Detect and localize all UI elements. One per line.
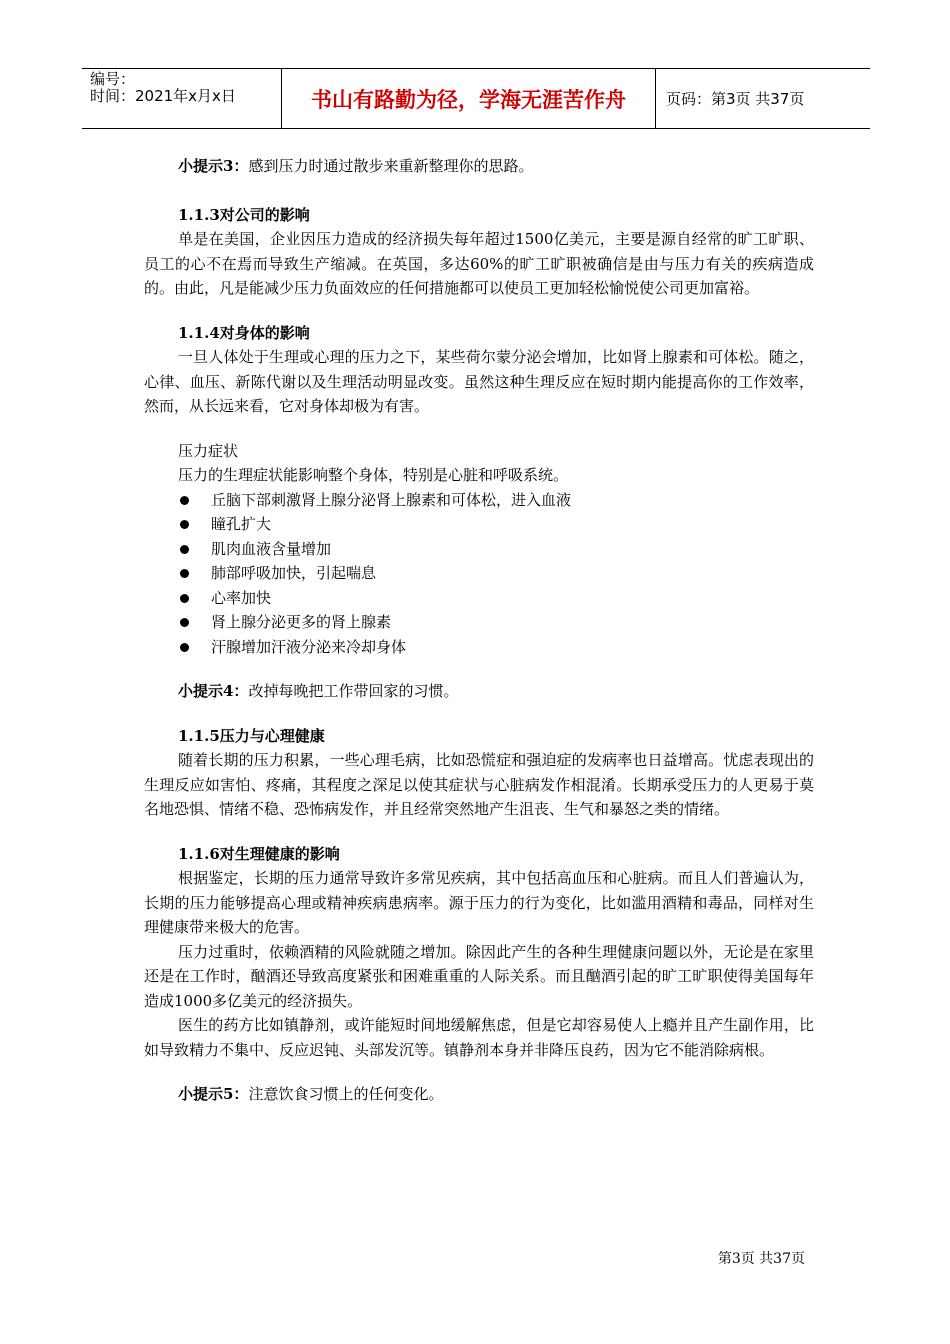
tip-text: 感到压力时通过散步来重新整理你的思路。 (248, 157, 534, 175)
bullet-icon (180, 643, 189, 652)
list-item: 汗腺增加汗液分泌来冷却身体 (144, 635, 814, 660)
list-item: 肌肉血液含量增加 (144, 537, 814, 562)
section-heading: 1.1.3对公司的影响 (178, 205, 310, 224)
tip-label: 小提示4： (178, 682, 249, 700)
list-item: 肾上腺分泌更多的肾上腺素 (144, 610, 814, 635)
bullet-icon (180, 545, 189, 554)
tip-3 (178, 154, 814, 179)
paragraph: 压力过重时，依赖酒精的风险就随之增加。除因此产生的各种生理健康问题以外，无论是在家里还是在工作时，酗酒还导致高度紧张和困难重重的人际关系。而且酗酒引起的旷工旷职使得美国每年造成1000多亿美元的经济损失。 (144, 942, 814, 1010)
list-item: 丘脑下部刺激肾上腺分泌肾上腺素和可体松，进入血液 (144, 488, 814, 513)
section-heading: 1.1.4对身体的影响 (178, 323, 310, 342)
page-header (82, 68, 870, 129)
tip-4 (178, 679, 814, 704)
bullet-icon (180, 594, 189, 603)
section-heading: 1.1.5压力与心理健康 (178, 726, 325, 745)
tip-label: 小提示3： (178, 157, 249, 175)
bullet-icon (180, 520, 189, 529)
symptoms-heading: 压力症状 (178, 441, 239, 460)
bullet-icon (180, 618, 189, 627)
list-item: 心率加快 (144, 586, 814, 611)
list-item: 瞳孔扩大 (144, 512, 814, 537)
paragraph: 医生的药方比如镇静剂，或许能短时间地缓解焦虑，但是它却容易使人上瘾并且产生副作用，比如导致精力不集中、反应迟钝、头部发沉等。镇静剂本身并非降压良药，因为它不能消除病根。 (144, 1016, 814, 1059)
section-heading: 1.1.6对生理健康的影响 (178, 844, 340, 863)
bullet-icon (180, 569, 189, 578)
paragraph: 单是在美国，企业因压力造成的经济损失每年超过1500亿美元，主要是源自经常的旷工旷职、员工的心不在焉而导致生产缩减。在英国，多达60%的旷工旷职被确信是由与压力有关的疾病造成的。由此，凡是能减少压力负面效应的任何措施都可以使员工更加轻松愉悦使公司更加富裕。 (144, 230, 814, 297)
tip-text: 注意饮食习惯上的任何变化。 (248, 1085, 444, 1103)
header-meta (82, 69, 282, 128)
header-page-info: 页码：第3页 共37页 (666, 90, 805, 108)
tip-5 (178, 1082, 814, 1107)
page-footer: 第3页 共37页 (717, 1251, 805, 1267)
symptom-list (144, 488, 814, 660)
tip-label: 小提示5： (178, 1085, 249, 1103)
document-body (144, 154, 814, 1107)
date-line: 时间：2021年x月x日 (90, 87, 236, 105)
paragraph: 随着长期的压力积累，一些心理毛病，比如恐慌症和强迫症的发病率也日益增高。忧虑表现出的生理反应如害怕、疼痛，其程度之深足以使其症状与心脏病发作相混淆。长期承受压力的人更易于莫名地恐惧、情绪不稳、恐怖病发作，并且经常突然地产生沮丧、生气和暴怒之类的情绪。 (144, 751, 814, 818)
header-motto: 书山有路勤为径，学海无涯苦作舟 (282, 69, 656, 128)
list-item: 肺部呼吸加快，引起喘息 (144, 561, 814, 586)
tip-text: 改掉每晚把工作带回家的习惯。 (248, 682, 459, 700)
serial-label: 编号： (90, 70, 136, 88)
symptoms-intro: 压力的生理症状能影响整个身体，特别是心脏和呼吸系统。 (178, 466, 569, 484)
paragraph: 一旦人体处于生理或心理的压力之下，某些荷尔蒙分泌会增加，比如肾上腺素和可体松。随之，心律、血压、新陈代谢以及生理活动明显改变。虽然这种生理反应在短时期内能提高你的工作效率，然而，从长远来看，它对身体却极为有害。 (144, 348, 814, 415)
paragraph: 根据鉴定，长期的压力通常导致许多常见疾病，其中包括高血压和心脏病。而且人们普遍认为，长期的压力能够提高心理或精神疾病患病率。源于压力的行为变化，比如滥用酒精和毒品，同样对生理健康带来极大的危害。 (144, 869, 814, 936)
bullet-icon (180, 496, 189, 505)
